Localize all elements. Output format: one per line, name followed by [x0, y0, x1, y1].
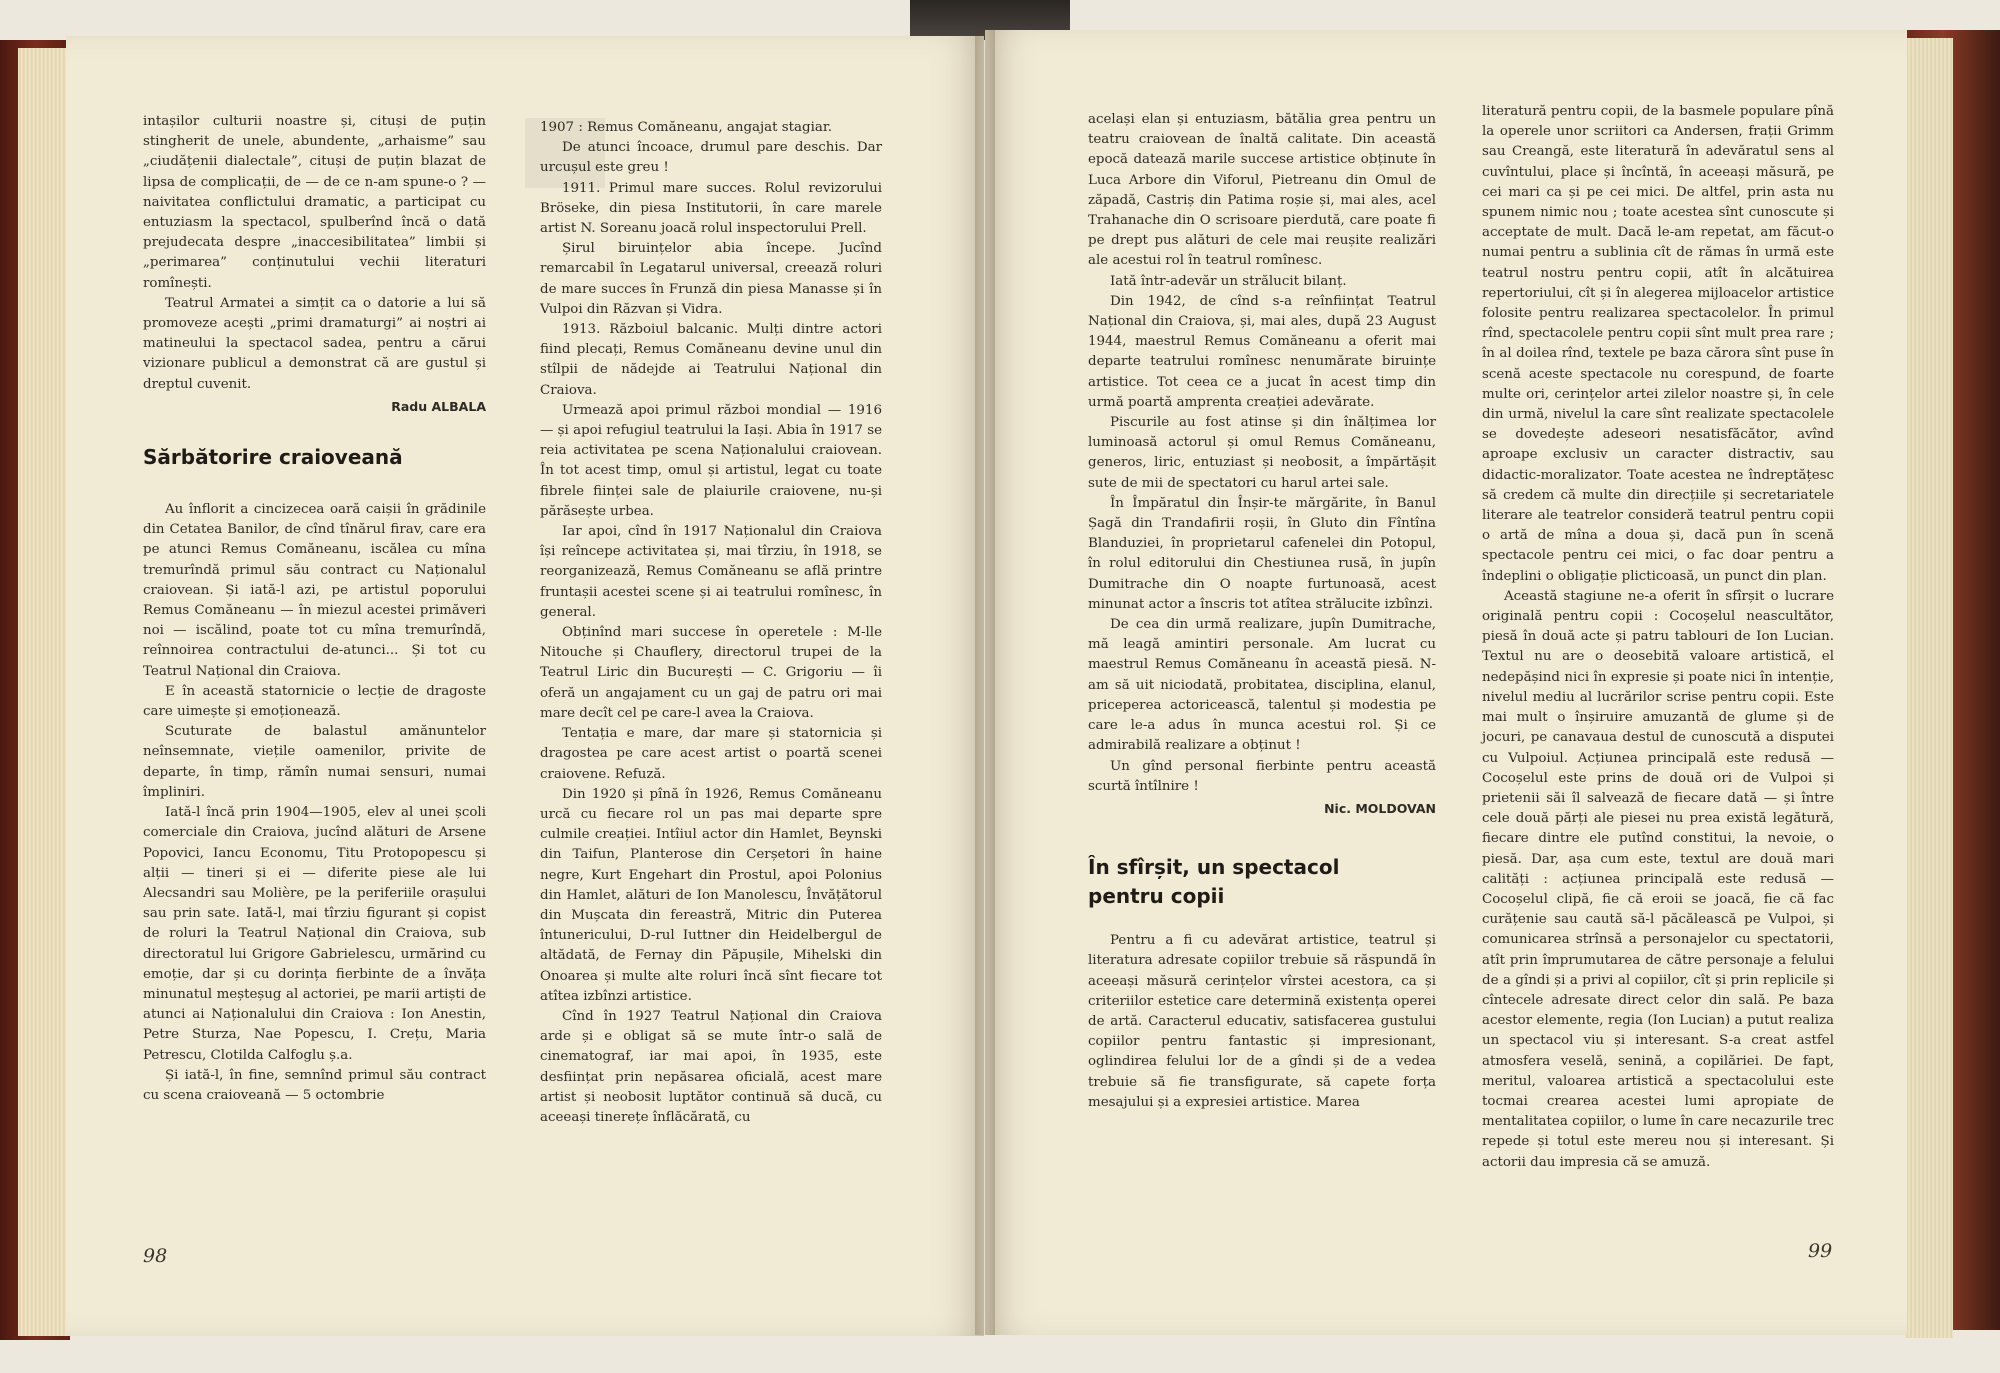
paragraph: Iar apoi, cînd în 1917 Naționalul din Craiova își reîncepe activitatea și, mai tîrziu, în 1918, se reorganizează, Remus Comăneanu se află printre fruntașii acestei scene și ai teatrului romînesc, în general.	[540, 524, 882, 620]
paragraph: De atunci încoace, drumul pare deschis. Dar urcușul este greu !	[540, 140, 882, 176]
paragraph: intașilor culturii noastre și, cituși de puțin stingherit de unele, abundente, „arhaisme” sau „ciudățenii dialectale”, cituși de puțin blazat de lipsa de complicații, de — de ce n-am spune-o ? — naivitatea conflictului dramatic, a participat cu entuziasm la spectacol, spulberînd încă o dată prejudecata despre „inaccesibilitatea” limbii și „perimarea” conținutului vechii literaturi romînești.	[143, 114, 486, 291]
paragraph: Teatrul Armatei a simțit ca o datorie a lui să promoveze acești „primi dramaturgi” ai noștri ai matineului la spectacol sadea, pentru a cărui vizionare publicul a demonstrat că are gustul și dreptul cuvenit.	[143, 295, 486, 392]
right-column-2	[1482, 102, 1834, 1173]
paragraph: Iată-l încă prin 1904—1905, elev al unei școli comerciale din Craiova, jucînd alături de Arsene Popovici, Iancu Economu, Titu Protopopescu și alții — tineri și ei — diferite piese ale lui Alecsandri sau Molière, pe la periferiile orașului sau prin sate. Iată-l, mai tîrziu figurant și copist de roluri la Teatrul Național din Craiova, sub directoratul lui Grigore Gabrielescu, urmărind cu emoție, dar și cu dorința fierbinte de a învăța minunatul meșteșug al actoriei, pe marii artiști de atunci ai Naționalului din Craiova : Ion Anestin, Petre Sturza, Nae Popescu, I. Crețu, Maria Petrescu, Clotilda Calfoglu ș.a.	[143, 805, 486, 1063]
paragraph: Urmează apoi primul război mondial — 1916 — și apoi refugiul teatrului la Iași. Abia în 1917 se reia activitatea pe scena Naționalului craiovean. În tot acest timp, omul și artistul, legat cu toate fibrele ființei sale de plaiurile craiovene, nu-și părăsește urbea.	[540, 402, 882, 519]
paragraph: Tentația e mare, dar mare și statornicia și dragostea pe care acest artist o poartă scenei craiovene. Refuză.	[540, 726, 882, 782]
paragraph: 1907 : Remus Comăneanu, angajat stagiar.	[540, 120, 833, 135]
paragraph: 1913. Războiul balcanic. Mulți dintre actori fiind plecați, Remus Comăneanu devine unul din stîlpii de nădejde ai Teatrului Național din Craiova.	[540, 322, 882, 398]
author-signature: Radu ALBALA	[391, 398, 486, 414]
paragraph: Piscurile au fost atinse și din înălțimea lor luminoasă actorul și omul Remus Comăneanu, generos, liric, entuziast și neobosit, a împărtășit sute de mii de spectatori cu harul artei sale.	[1088, 415, 1436, 491]
paragraph: Scuturate de balastul amănuntelor neînsemnate, viețile oamenilor, privite de departe, în timp, rămîn numai sensuri, numai împliniri.	[143, 724, 486, 800]
paragraph: Cînd în 1927 Teatrul Național din Craiova arde și e obligat să se mute într-o sală de cinematograf, iar mai apoi, în 1935, este desființat prin nepăsarea oficială, acest mare artist și neobosit luptător continuă să ducă, cu aceeași tinerețe înflăcărată, cu	[540, 1008, 882, 1125]
paragraph: Și iată-l, în fine, semnînd primul său contract cu scena craioveană — 5 octombrie	[143, 1067, 486, 1103]
page-number-left: 98	[143, 1245, 168, 1267]
paragraph: Au înflorit a cincizecea oară caișii în grădinile din Cetatea Banilor, de cînd tînărul firav, care era pe atunci Remus Comăneanu, iscălea cu mîna tremurîndă primul său contract cu Naționalul craiovean. Și iată-l azi, pe artistul poporului Remus Comăneanu — în miezul acestei primăveri noi — iscălind, poate tot cu mîna tremurîndă, reînnoirea contractului de-atunci... Și tot cu Teatrul Național din Craiova.	[143, 502, 486, 679]
paragraph: literatură pentru copii, de la basmele populare pînă la operele unor scriitori ca Andersen, frații Grimm sau Creangă, este literatură în adevăratul sens al cuvîntului, place și încîntă, în aceeași măsură, pe cei mari ca și pe cei mici. De altfel, prin asta nu spunem nimic nou ; toate acestea sînt cunoscute și acceptate de mult. Dacă le-am repetat, am făcut-o numai pentru a sublinia cît de rămas în urmă este teatrul nostru pentru copii, atît în alcătuirea repertoriului, cît și în alegerea mijloacelor artistice folosite pentru realizarea spectacolelor. În primul rînd, spectacolele pentru copii sînt mult prea rare ; în al doilea rînd, textele pe baza cărora sînt puse în scenă aceste spectacole nu corespund, de foarte multe ori, cerințelor artei zilelor noastre și, în cele din urmă, nivelul la care sînt realizate spectacolele se dovedește adeseori nesatisfăcător, avînd aproape exclusiv un caracter distractiv, sau didactic-moralizator. Toate acestea ne îndreptățesc să credem că multe din direcțiile și secretariatele literare ale teatrelor consideră teatrul pentru copii o artă de mîna a doua și, dacă pun în scenă spectacole pentru cei mici, o fac doar pentru a îndeplini o obligație plicticoasă, un punct din plan.	[1482, 104, 1834, 584]
article-heading: În sfîrșit, un spectacol	[1088, 855, 1340, 880]
paragraph: Această stagiune ne-a oferit în sfîrșit o lucrare originală pentru copii : Cocoșelul neascultător, piesă în două acte și patru tablouri de Ion Lucian. Textul nu are o deosebită valoare artistică, el nedepășind nici în expresie și poate nici în intenție, nivelul mediu al lucrărilor scrise pentru copii. Este mai mult o înșiruire amuzantă de glume și de jocuri, pe canavaua destul de cunoscută a disputei cu Vulpoiul. Acțiunea principală este redusă — Cocoșelul este prins de două ori de Vulpoi și prietenii săi îl salvează de fiecare dată — și între cele două părți ale piesei nu prea există legătură, fiecare dintre ele putînd constitui, la nevoie, o piesă. Dar, așa cum este, textul are două mari calități : acțiunea principală este redusă — Cocoșelul clipă, fie că eroii se joacă, fie că fac curățenie sau caută să-l păcălească pe Vulpoi, și comunicarea strînsă a personajelor cu spectatorii, atît prin împrumutarea de către personaje a felului de a gîndi și a privi al copiilor, cît și prin replicile și cîntecele adresate direct celor din sală. Pe baza acestor elemente, regia (Ion Lucian) a putut realiza un spectacol viu și interesant. S-a creat astfel atmosfera veselă, senină, a copilăriei. De fapt, meritul, valoarea artistică a spectacolului este tocmai crearea acestei lumi apropiate de mentalitatea copiilor, o lume în care necazurile trec repede și totul este mereu nou și interesant. Și actorii dau impresia că se amuză.	[1482, 588, 1834, 1170]
article-heading: Sărbătorire craioveană	[143, 445, 403, 470]
paragraph: În Împăratul din Înșir-te mărgărite, în Banul Șagă din Trandafirii roșii, în Gluto din Fîntîna Blanduziei, în proprietarul cafenelei din Potopul, în rolul editorului din Chestiunea rusă, în jupîn Dumitrache din O noapte furtunoasă, acest minunat actor a înscris tot atîtea strălucite izbînzi.	[1088, 495, 1436, 612]
paragraph: Pentru a fi cu adevărat artistice, teatrul și literatura adresate copiilor trebuie să răspundă în aceeași măsură cerințelor vîrstei acestora, ca și criteriilor estetice care determină existența operei de artă. Caracterul educativ, satisfacerea gustului copiilor pentru fantastic și impresionant, oglindirea felului lor de a gîndi și de a vedea trebuie să fie transfigurate, să capete forța mesajului și a expresiei artistice. Marea	[1088, 933, 1436, 1110]
left-column-1	[143, 112, 486, 1106]
paragraph: Iată într-adevăr un strălucit bilanț.	[1110, 273, 1347, 289]
paragraph: Un gînd personal fierbinte pentru această scurtă întîlnire !	[1088, 758, 1436, 794]
author-signature: Nic. MOLDOVAN	[1324, 800, 1436, 816]
paragraph: De cea din urmă realizare, jupîn Dumitrache, mă leagă amintiri personale. Am lucrat cu maestrul Remus Comăneanu în această piesă. N-am să uit niciodată, probitatea, disciplina, elanul, priceperea actoricească, talentul și modestia pe care le-a adus în munca acestui rol. Și ce admirabilă realizare a obținut !	[1088, 617, 1436, 754]
article-heading-line-2: pentru copii	[1088, 884, 1225, 909]
page-edges-right	[1905, 38, 1953, 1338]
right-column-1	[1088, 110, 1436, 1113]
paragraph: Obținînd mari succese în operetele : M-lle Nitouche și Chauflery, directorul trupei de la Teatrul Liric din București — C. Grigoriu — îi oferă un angajament cu un gaj de patru ori mai mare decît cel pe care-l avea la Craiova.	[540, 625, 882, 721]
paragraph: Din 1920 și pînă în 1926, Remus Comăneanu urcă cu fiecare rol un pas mai departe spre culmile creației. Intîiul actor din Hamlet, Beynski din Taifun, Planterose din Cerșetori în haine negre, Kurt Engehart din Prostul, apoi Polonius din Hamlet, alături de Ion Manolescu, Învățătorul din Mușcata din fereastră, Mitric din Puterea întunericului, D-rul Iuttner din Heidelbergul de altădată, de Fernay din Păpușile, Mihelski din Onoarea și multe alte roluri încă sînt fiecare tot atîtea izbînzi artistice.	[540, 786, 882, 1004]
page-number-right: 99	[1808, 1240, 1833, 1262]
paragraph: același elan și entuziasm, bătălia grea pentru un teatru craiovean de înaltă calitate. Din această epocă datează marile succese artistice obținute în Luca Arbore din Viforul, Pietreanu din Omul de zăpadă, Castriș din Patima roșie și, mai ales, acel Trahanache din O scrisoare pierdută, care poate fi pe drept pus alături de cele mai reușite realizări ale acestui rol în teatrul romînesc.	[1088, 112, 1436, 269]
page-edges-left	[18, 48, 70, 1336]
book-gutter	[975, 30, 995, 1335]
left-column-2	[540, 118, 882, 1128]
paragraph: Din 1942, de cînd s-a reînființat Teatrul Național din Craiova, și, mai ales, după 23 August 1944, maestrul Remus Comăneanu a oferit mai departe teatrului romînesc nenumărate biruințe artistice. Tot ceea ce a jucat în acest timp din urmă poartă amprenta creației adevărate.	[1088, 293, 1436, 410]
paragraph: 1911. Primul mare succes. Rolul revizorului Bröseke, din piesa Institutorii, în care marele artist N. Soreanu joacă rolul inspectorului Prell.	[540, 180, 882, 237]
paragraph: Șirul biruințelor abia începe. Jucînd remarcabil în Legatarul universal, creează roluri de mare succes în Frunză din piesa Manasse și în Vulpoi din Răzvan și Vidra.	[540, 241, 882, 317]
paragraph: E în această statornicie o lecție de dragoste care uimește și emoționează.	[143, 683, 486, 720]
